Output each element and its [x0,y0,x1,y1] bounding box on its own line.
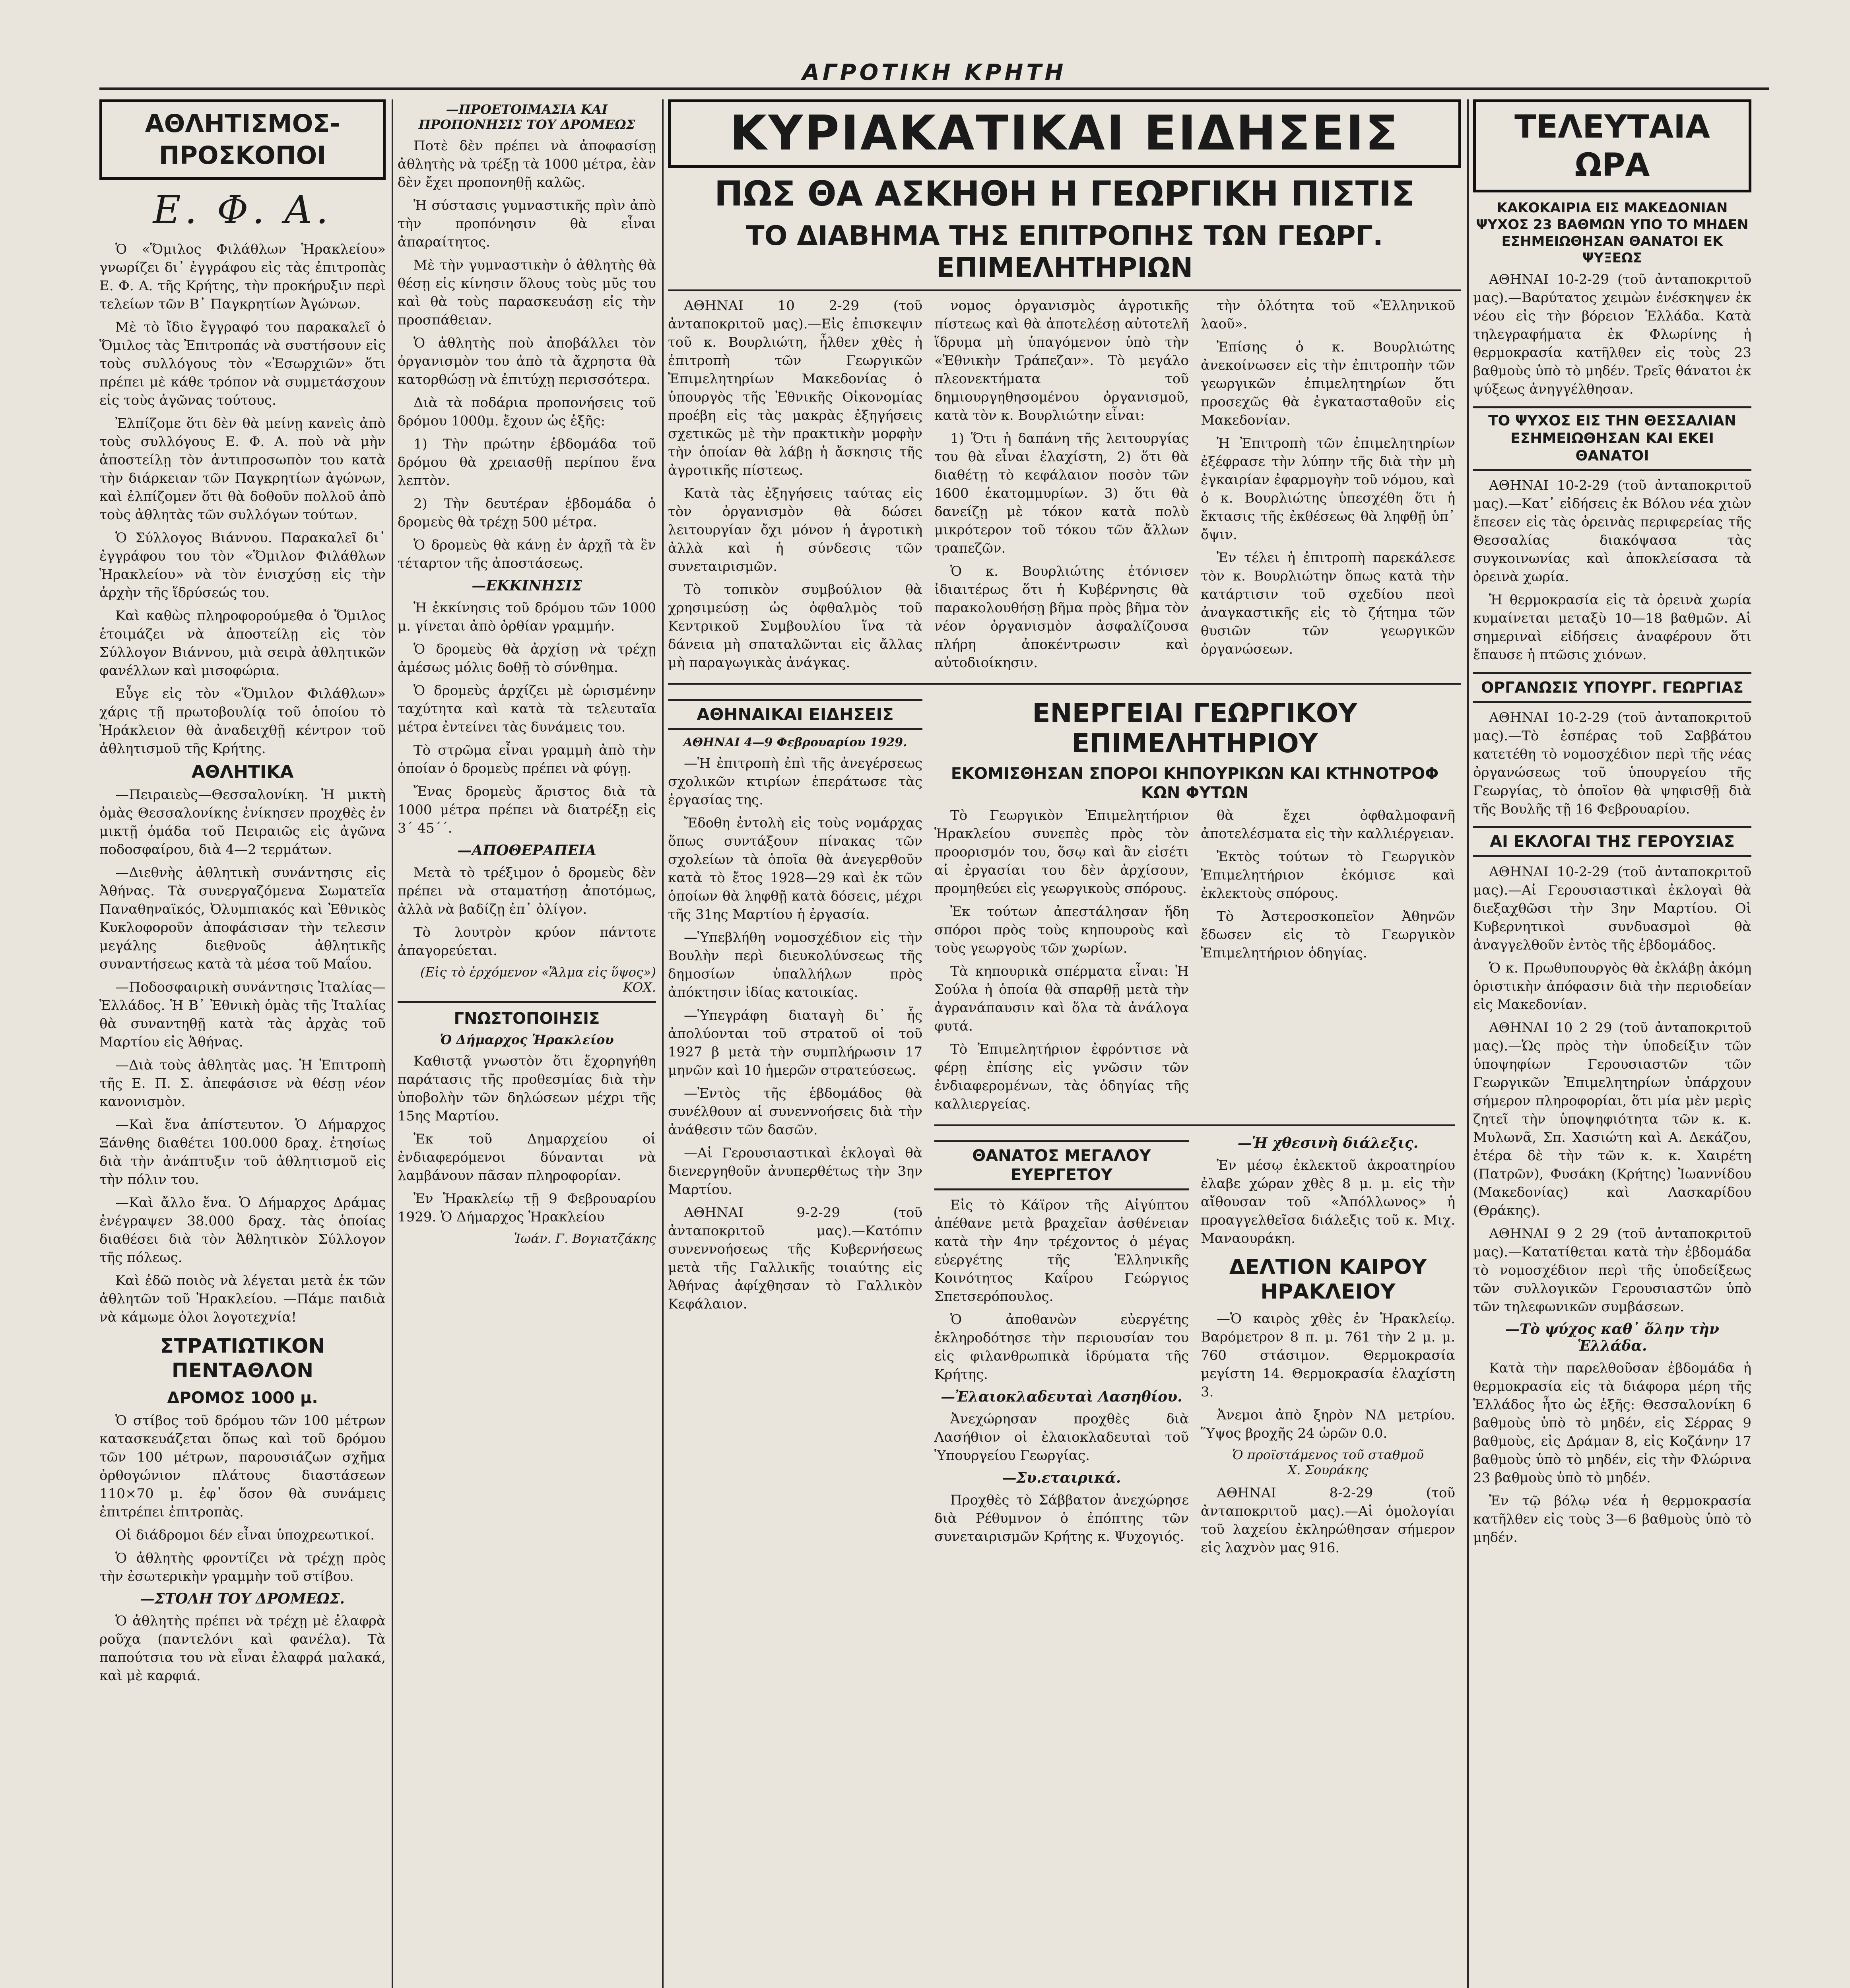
paragraph: —Καὶ ἕνα ἀπίστευτον. Ὁ Δήμαρχος Ξάνθης διαθέτει 100.000 δραχ. ἐτησίως διὰ τὴν ἀνάπτυξιν τοῦ ἀθλητισμοῦ εἰς τὴν πόλιν του. [99,1117,386,1188]
paragraph: Ὁ ἀθλητὴς πρέπει νὰ τρέχῃ μὲ ἐλαφρὰ ροῦχα (παντελόνι καὶ φανέλα). Τὰ παπούτσια του νὰ εἶναι ἐλαφρά μαλακά, καὶ μὲ καρφιά. [99,1613,386,1684]
paragraph: Καθιστᾷ γνωστὸν ὅτι ἔχορηγήθη παράτασις τῆς προθεσμίας διὰ τὴν ὑποβολὴν τῶν δηλώσεων μέχρι τῆς 15ης Μαρτίου. [398,1053,656,1124]
paragraph: Ἐν τέλει ἡ ἐπιτροπὴ παρεκάλεσε τὸν κ. Βουρλιώτην ὅπως κατὰ τὴν κατάρτισιν τοῦ σχεδίου πεοὶ ἀναγκαστικῆς εἰς τὸ ζήτημα τῶν θυσιῶν τῶν γεωργικῶν ὀργανώσεων. [1201,550,1455,657]
paragraph: —Ὑπεγράφη διαταγὴ δι᾽ ἧς ἀπολύονται τοῦ στρατοῦ οἱ τοῦ 1927 β μετὰ τὴν συμπλήρωσιν 17 μηνῶν καὶ 10 ἡμερῶν στρατεύσεως. [668,1008,922,1078]
headline-senate-elections: ΑΙ ΕΚΛΟΓΑΙ ΤΗΣ ΓΕΡΟΥΣΙΑΣ [1473,826,1751,857]
dateline: ΑΘΗΝΑΙ 4—9 Φεβρουαρίου 1929. [683,736,907,749]
paragraph: τὴν ὁλότητα τοῦ «Ἑλληνικοῦ λαοῦ». [1201,298,1455,332]
column-sports [99,99,386,1988]
paragraph: Καὶ καθὼς πληροφορούμεθα ὁ Ὅμιλος ἑτοιμάζει νὰ ἀποστείλῃ εἰς τὸν Σύλλογον Βιάννου, μιὰ σειρὰ ἀθλητικῶν φανέλλων καὶ μισοφώρια. [99,608,386,679]
paragraph: Ὁ κ. Πρωθυπουργὸς θὰ ἐκλάβῃ ἀκόμη ὁριστικὴν ἀπόφασιν διὰ τὴν περιοδείαν εἰς Μακεδονίαν. [1473,960,1751,1013]
article-title-efa: Ε. Φ. Α. [153,188,332,232]
paragraph: Ὁ «Ὅμιλος Φιλάθλων Ἡρακλείου» γνωρίζει δι᾽ ἐγγράφου εἰς τὰς ἐπιτροπὰς Ε. Φ. Α. τῆς Κρήτης, τὴν προκήρυξιν περὶ τελείων τῶν Β᾽ Παγκρητίων Ἀγώνων. [99,241,386,312]
text-column [934,806,1189,1118]
article-credit-body [668,297,1461,677]
text-column [668,297,922,677]
subheading-cold: —Τὸ ψύχος καθ᾽ ὅλην τὴν Ἑλλάδα. [1505,1321,1719,1354]
heading-obituary: ΘΑΝΑΤΟΣ ΜΕΓΑΛΟΥ ΕΥΕΡΓΕΤΟΥ [934,1140,1189,1190]
masthead: ΑΓΡΟΤΙΚΗ ΚΡΗΤΗ [99,60,1769,90]
paragraph: Προχθὲς τὸ Σάββατον ἀνεχώρησε διὰ Ρέθυμνον ὁ ἐπόπτης τῶν συνεταιρισμῶν Κρήτης κ. Ψυχογιός. [934,1492,1189,1545]
paragraph: Ἐν μέσῳ ἐκλεκτοῦ ἀκροατηρίου ἐλαβε χώραν χθὲς 8 μ. μ. εἰς τὴν αἴθουσαν τοῦ «Ἀπόλλωνος» ἡ προαγγελθεῖσα διάλεξις τοῦ κ. Μιχ. Μαναουράκη. [1201,1157,1455,1246]
heading-gnostopoiisis: ΓΝΩΣΤΟΠΟΙΗΣΙΣ [454,1010,600,1028]
paragraph: Ἐλπίζομε ὅτι δὲν θὰ μείνῃ κανεὶς ἀπὸ τοὺς συλλόγους Ε. Φ. Α. ποὺ νὰ μὴν ἀποστείλῃ τὸν ἀντιπροσωπὸν του κατὰ τὴν διάρκειαν τῶν Παγκρητίων ἀγώνων, καὶ ἐλπίζομεν ὅτι θὰ δοθοῦν πολλοῦ ἀπὸ τοὺς ἀθλητὰς τῶν συλλόγων τούτων. [99,415,386,523]
section-banner-last-hour: ΤΕΛΕΥΤΑΙΑ ΩΡΑ [1473,99,1751,192]
text-column [1201,297,1455,677]
paragraph: Καὶ ἐδῶ ποιὸς νὰ λέγεται μετὰ ἐκ τῶν ἀθλητῶν τοῦ Ἡρακλείου. —Πάμε παιδιὰ νὰ κάμωμε ὁλοι λογοτεχνία! [99,1273,386,1325]
paragraph: Εἰς τὸ Κάϊρον τῆς Αἰγύπτου ἀπέθανε μετὰ βραχεῖαν ἀσθένειαν κατὰ τὴν 4ην τρέχοντος ὁ μέγας εὐεργέτης τῆς Ἑλληνικῆς Κοινότητος Καΐρου Γεώργιος Σπετσερόπουλος. [934,1197,1189,1305]
paragraph: θὰ ἔχει ὀφθαλμοφανῆ ἀποτελέσματα εἰς τὴν καλλιέργειαν. [1201,808,1455,842]
paragraph: Ἐν τῷ βόλῳ νέα ἡ θερμοκρασία κατῆλθεν εἰς τοὺς 3—6 βαθμοὺς ὑπὸ τὸ μηδέν. [1473,1493,1751,1545]
signature-kox: (Εἰς τὸ ἐρχόμενον «Ἅλμα εἰς ὕψος») ΚΟΧ. [420,965,656,995]
paragraph: Ἐκτὸς τούτων τὸ Γεωργικὸν Ἐπιμελητήριον ἐκόμισε καὶ ἐκλεκτοὺς σπόρους. [1201,849,1455,901]
headline-ministry: ΟΡΓΑΝΩΣΙΣ ΥΠΟΥΡΓ. ΓΕΩΡΓΙΑΣ [1473,672,1751,703]
text-column [1201,806,1455,1118]
headline-thessaly: ΤΟ ΨΥΧΟΣ ΕΙΣ ΤΗΝ ΘΕΣΣΑΛΙΑΝ ΕΣΗΜΕΙΩΘΗΣΑΝ ΚΑΙ ΕΚΕΙ ΘΑΝΑΤΟΙ [1473,406,1751,471]
paragraph: νομος ὀργανισμὸς ἀγροτικῆς πίστεως καὶ θὰ ἀποτελέσῃ αὐτοτελῆ ἵδρυμα μὴ ὑπαγόμενον ὑπὸ τὴν «Ἐθνικὴν Τράπεζαν». Τὸ μεγάλο πλεονεκτήματα τοῦ δημιουργηθησομένου ὀργανισμοῦ, κατὰ τὸν κ. Βουρλιώτην εἶναι: [934,298,1189,423]
paragraph: ΑΘΗΝΑΙ 10 2-29 (τοῦ ἀνταποκριτοῦ μας).—Εἰς ἐπισκεψιν τοῦ κ. Βουρλιώτη, ἦλθεν χθὲς ἡ ἐπιτροπὴ τῶν Γεωργικῶν Ἐπιμελητηρίων Μακεδονίας ὁ ὑπουργὸς τῆς Ἐθνικῆς Οἰκονομίας προέβη εἰς τὰς μακρὰς ἐξηγήσεις σχετικῶς μὲ τὴν πρακτικὴν μορφὴν τὴν ὁποίαν θὰ λάβῃ ἡ ἄσκησις τῆς ἀγροτικῆς πίστεως. [668,298,922,478]
paragraph: —Καὶ ἄλλο ἕνα. Ὁ Δήμαρχος Δράμας ἐνέγραψεν 38.000 δραχ. τὰς ὁποίας διαθέσει διὰ τὸν Ἀθλητικὸν Σύλλογον τῆς πόλεως. [99,1195,386,1266]
chamber-body [934,806,1455,1118]
headline-credit: ΠΩΣ ΘΑ ΑΣΚΗΘΗ Η ΓΕΩΡΓΙΚΗ ΠΙΣΤΙΣ [714,174,1415,214]
paragraph: Μὲ τὸ ἴδιο ἔγγραφό του παρακαλεῖ ὁ Ὅμιλος τὰς Ἐπιτροπάς νὰ συστήσουν εἰς τοὺς συλλόγους τὸν «Ἐσωρχιῶν» ὅτι πρέπει μὲ κάθε τρόπον νὰ συμμετάσχουν εἰς τοὺς ἀγῶνας τούτους. [99,319,386,408]
paragraph: Τὰ κηπουρικὰ σπέρματα εἶναι: Ἡ Σούλα ἡ ὁποία θὰ σπαρθῇ μετὰ τὴν ἀγρανάπαυσιν καὶ ὅλα τὰ ἀνάλογα φυτά. [934,963,1189,1034]
subheading: —Ἡ χθεσινὴ διάλεξις. [1237,1135,1419,1151]
text-column [934,297,1189,677]
paragraph: Ὁ ἀθλητὴς φροντίζει νὰ τρέχῃ πρὸς τὴν ἐσωτερικὴν γραμμὴν τοῦ στίβου. [99,1550,386,1584]
paragraph: Διὰ τὰ ποδάρια προπονήσεις τοῦ δρόμου 1000μ. ἔχουν ὡς ἑξῆς: [398,395,656,429]
paragraph: —Διὰ τοὺς ἀθλητὰς μας. Ἡ Ἐπιτροπὴ τῆς Ε. Π. Σ. ἀπεφάσισε νὰ θέσῃ νέον κανονισμὸν. [99,1057,386,1110]
paragraph: Τὸ λουτρὸν κρύον πάντοτε ἀπαγορεύεται. [398,924,656,959]
subheading-ekkinisis: —ΕΚΚΙΝΗΣΙΣ [472,577,582,594]
paragraph: ΑΘΗΝΑΙ 10-2-29 (τοῦ ἀνταποκριτοῦ μας).—Κατ᾽ εἰδήσεις ἐκ Βόλου νέα χιὼν ἔπεσεν εἰς τὰς ὀρεινὰς περιφερείας τῆς Θεσσαλίας διακόψασα τὰς συγκοινωνίας καὶ ἀποκλείσασα τὰ ὀρεινὰ χωρία. [1473,478,1751,585]
heading-athletika: ΑΘΛΗΤΙΚΑ [191,762,294,782]
paragraph: Ἡ ἐκκίνησις τοῦ δρόμου τῶν 1000 μ. γίνεται ἀπὸ ὀρθίαν γραμμήν. [398,600,656,634]
paragraph: —Ἐντὸς τῆς ἑβδομάδος θὰ συνέλθουν αἱ συνεννοήσεις διὰ τὴν ἀνάθεσιν τῶν δασῶν. [668,1085,922,1138]
heading-chamber-activities: ΕΝΕΡΓΕΙΑΙ ΓΕΩΡΓΙΚΟΥ ΕΠΙΜΕΛΗΤΗΡΙΟΥ [1032,698,1357,759]
column-divider [662,99,664,1988]
paragraph: Κατὰ τὴν παρελθοῦσαν ἑβδομάδα ἡ θερμοκρασία εἰς τὰ διάφορα μέρη τῆς Ἑλλάδος ἦτο ὡς ἑξῆς: Θεσσαλονίκη 6 βαθμοὺς ὑπὸ τὸ μηδέν, εἰς Σέρρας 9 βαθμοὺς, εἰς Δράμαν 8, εἰς Κοζάνην 17 βαθμοὺς ὑπὸ τὸ μηδέν, εἰς τὴν Φλώρινα 23 βαθμοὺς ὑπὸ τὸ μηδέν. [1473,1360,1751,1486]
obit-weather [934,1132,1455,1562]
paragraph: ΑΘΗΝΑΙ 8-2-29 (τοῦ ἀνταποκριτοῦ μας).—Αἱ ὁμολογίαι τοῦ λαχείου ἐκληρώθησαν σήμερον εἰς λαχνὸν μας 916. [1201,1485,1455,1556]
divider [934,1124,1455,1126]
paragraph: —Ὁ καιρὸς χθὲς ἐν Ἡρακλείῳ. Βαρόμετρον 8 π. μ. 761 τὴν 2 μ. μ. 760 στάσιμον. Θερμοκρασία μεγίστη 14. Θερμοκρασία ἐλαχίστη 3. [1201,1311,1455,1400]
column-divider [1467,99,1469,1988]
obituary [934,1132,1189,1562]
subheading-apothepeia: —ΑΠΟΘΕΡΑΠΕΙΑ [457,842,596,859]
paragraph: Ἡ σύστασις γυμναστικῆς πρὶν ἀπὸ τὴν προπόνησιν θὰ εἶναι ἀπαραίτητος. [398,198,656,250]
paragraph: Τὸ στρῶμα εἶναι γραμμὴ ἀπὸ τὴν ὁποίαν ὁ δρομεὺς πρέπει νὰ φύγῃ. [398,742,656,777]
heading-pentathlon: ΣΤΡΑΤΙΩΤΙΚΟΝ ΠΕΝΤΑΘΛΟΝ [160,1334,325,1382]
chamber-activities [934,691,1455,1562]
divider [668,683,1461,685]
paragraph: Τὸ Ἐπιμελητήριον ἐφρόντισε νὰ φέρῃ ἐπίσης εἰς γνῶσιν τῶν ἐνδιαφερομένων, τὰς ὁδηγίας τῆς καλλιεργείας. [934,1041,1189,1112]
section-banner-sunday-news: ΚΥΡΙΑΚΑΤΙΚΑΙ ΕΙΔΗΣΕΙΣ [668,99,1461,168]
signature-station: Ὁ προϊστάμενος τοῦ σταθμοῦ Χ. Σουράκης [1232,1447,1424,1477]
paragraph: Ὁ Σύλλογος Βιάννου. Παρακαλεῖ δι᾽ ἐγγράφου του τὸν «Ὅμιλον Φιλάθλων Ἡρακλείου» νὰ τὸν ἐνισχύσῃ εἰς τὴν ἀρχὴν τῆς ἵδρύσεώς του. [99,530,386,601]
paragraph: Τὸ Γεωργικὸν Ἐπιμελητήριον Ἡρακλείου συνεπὲς πρὸς τὸν προορισμόν του, ὅσῳ καὶ ἂν εἰσέτι αἱ ἐργασίαι του δὲν ἀρχίσουν, προμηθεύει εἰς γεωργικοὺς σπόρους. [934,808,1189,897]
paragraph: Κατὰ τὰς ἐξηγήσεις ταύτας εἰς τὸν ὀργανισμὸν θὰ δώσει λειτουργίαν ὄχι μόνον ἡ ἀγροτικὴ ἀλλὰ καὶ ἡ σύνδεσις τῶν συνεταιρισμῶν. [668,485,922,575]
paragraph: Ἡ θερμοκρασία εἰς τὰ ὀρεινὰ χωρία κυμαίνεται μεταξὺ 10—18 βαθμῶν. Αἱ σημεριναὶ εἰδήσεις ἀναφέρουν ὅτι ἔπαυσε ἡ πτῶσις χιόνων. [1473,592,1751,663]
subheading-dimarchos: Ὁ Δήμαρχος Ἡρακλείου [440,1032,614,1047]
heading-athens-news: ΑΘΗΝΑΙΚΑΙ ΕΙΔΗΣΕΙΣ [668,699,922,730]
paragraph: ΑΘΗΝΑΙ 9-2-29 (τοῦ ἀνταποκριτοῦ μας).—Κατόπιν συνεννοήσεως τῆς Κυβερνήσεως μετὰ τῆς Γαλλικῆς τοιαύτης εἰς Ἀθήνας ἀφίχθησαν τὸ Γαλλικὸν Κεφάλαιον. [668,1205,922,1312]
paragraph: Ἐπίσης ὁ κ. Βουρλιώτης ἀνεκοίνωσεν εἰς τὴν ἐπιτροπὴν τῶν γεωργικῶν ἐπιμελητηρίων ὅτι προσεχῶς θὰ ἐγκατασταθοῦν εἰς Μακεδονίαν. [1201,339,1455,428]
heading-weather: ΔΕΛΤΙΟΝ ΚΑΙΡΟΥ ΗΡΑΚΛΕΙΟΥ [1229,1255,1427,1304]
paragraph: Ἐκ τοῦ Δημαρχείου οἱ ἐνδιαφερόμενοι δύνανται νὰ λαμβάνουν πᾶσαν πληροφορίαν. [398,1131,656,1184]
paragraph: Ὁ ἀποθανὼν εὐεργέτης ἐκληροδότησε τὴν περιουσίαν του εἰς φιλανθρωπικὰ ἱδρύματα τῆς Κρήτης. [934,1312,1189,1382]
paragraph: Ἡ Ἐπιτροπὴ τῶν ἐπιμελητηρίων ἐξέφρασε τὴν λύπην τῆς διὰ τὴν μὴ ἐγκαιρίαν ἐφαρμογὴν τοῦ νόμου, καὶ ὁ κ. Βουρλιώτης ὑπεσχέθη ὅτι ἡ ἔκτασις τῆς ἐκθέσεως θὰ ληφθῇ ὑπ᾽ ὄψιν. [1201,435,1455,543]
paragraph: Ὁ δρομεὺς ἀρχίζει μὲ ὡρισμένην ταχύτητα καὶ κατὰ τὰ τελευταῖα μέτρα ἐντείνει τὰς δυνάμεις του. [398,683,656,735]
section-banner-sports: ΑΘΛΗΤΙΣΜΟΣ-ΠΡΟΣΚΟΠΟΙ [99,99,386,180]
lecture-weather [1201,1132,1455,1562]
paragraph: —Πειραιεὺς—Θεσσαλονίκη. Ἡ μικτὴ ὁμὰς Θεσσαλονίκης ἐνίκησεν προχθὲς ἐν μικτῇ ὁμάδα τοῦ Πειραιῶς εἰς ἀγῶνα ποδοσφαίρου, διὰ 4—2 τερμάτων. [99,787,386,858]
headline-macedonia: ΚΑΚΟΚΑΙΡΙΑ ΕΙΣ ΜΑΚΕΔΟΝΙΑΝ ΨΥΧΟΣ 23 ΒΑΘΜΩΝ ΥΠΟ ΤΟ ΜΗΔΕΝ ΕΣΗΜΕΙΩΘΗΣΑΝ ΘΑΝΑΤΟΙ ΕΚ ΨΥΞΕΩΣ [1476,200,1749,266]
paragraph: Εὖγε εἰς τὸν «Ὅμιλον Φιλάθλων» χάρις τῇ πρωτοβουλίᾳ τοῦ ὁποίου τὸ Ἡράκλειον θὰ ἀναδειχθῇ κέντρον τοῦ ἀθλητισμοῦ τῆς Κρήτης. [99,686,386,757]
paragraph: Ὁ κ. Βουρλιώτης ἐτόνισεν ἰδιαιτέρως ὅτι ἡ Κυβέρνησις θὰ παρακολουθήσῃ βῆμα πρὸς βῆμα τὸν νέον ὀργανισμὸν ἀσφαλίζουσα πλήρη ἀποκέντρωσιν καὶ αὐτοδιοίκησιν. [934,563,1189,671]
athens-news [668,691,922,1562]
paragraph: Ἀνεχώρησαν προχθὲς διὰ Λασήθιον οἱ ἐλαιοκλαδευταὶ τοῦ Ὑπουργείου Γεωργίας. [934,1411,1189,1464]
paragraph: Ὁ ἀθλητὴς ποὺ ἀποβάλλει τὸν ὀργανισμὸν του ἀπὸ τὰ ἄχρηστα θὰ κατορθώσῃ νὰ ἐπιτύχῃ περισσότερα. [398,335,656,388]
lower-center [668,691,1461,1562]
subheading-dromos: ΔΡΟΜΟΣ 1000 μ. [167,1389,318,1407]
paragraph: ΑΘΗΝΑΙ 10-2-29 (τοῦ ἀνταποκριτοῦ μας).—Τὸ ἐσπέρας τοῦ Σαββάτου κατετέθη τὸ νομοσχέδιον περὶ τῆς νέας ὀργανώσεως τοῦ ὑπουργείου τῆς Γεωργίας, τὸ ὁποῖον θὰ ψηφισθῇ διὰ τῆς Βουλῆς τῇ 16 Φεβρουαρίου. [1473,710,1751,817]
paragraph: 2) Τὴν δευτέραν ἑβδομάδα ὁ δρομεὺς θὰ τρέχῃ 500 μέτρα. [398,496,656,530]
paragraph: Ἔδοθη ἐντολὴ εἰς τοὺς νομάρχας ὅπως συντάξουν πίνακας τῶν σχολείων τὰ ὁποῖα θὰ ἀνεγερθοῦν κατὰ τὸ ἔτος 1928—29 καὶ ἐκ τῶν ὁποίων θὰ ληφθῇ κατὰ δόσεις, μέχρι τῆς 31ης Μαρτίου ἡ ἐργασία. [668,815,922,922]
heading-proponisis: —ΠΡΟΕΤΟΙΜΑΣΙΑ ΚΑΙ ΠΡΟΠΟΝΗΣΙΣ ΤΟΥ ΔΡΟΜΕΩΣ [418,102,635,132]
headline-chambers: ΤΟ ΔΙΑΒΗΜΑ ΤΗΣ ΕΠΙΤΡΟΠΗΣ ΤΩΝ ΓΕΩΡΓ. ΕΠΙΜΕΛΗΤΗΡΙΩΝ [668,220,1461,291]
subheading-stoli: —ΣΤΟΛΗ ΤΟΥ ΔΡΟΜΕΩΣ. [140,1590,345,1607]
subheading: —Ἐλαιοκλαδευταὶ Λασηθίου. [941,1388,1182,1405]
paragraph: Ἐν Ἡρακλείῳ τῇ 9 Φεβρουαρίου 1929. Ὁ Δήμαρχος Ἡρακλείου [398,1191,656,1225]
paragraph: Μὲ τὴν γυμναστικὴν ὁ ἀθλητὴς θὰ θέσῃ εἰς κίνησιν ὅλους τοὺς μῦς του καὶ θὰ τοὺς παρασκευάσῃ εἰς τὴν προσπάθειαν. [398,257,656,328]
subheading-seeds: ΕΚΟΜΙΣΘΗΣΑΝ ΣΠΟΡΟΙ ΚΗΠΟΥΡΙΚΩΝ ΚΑΙ ΚΤΗΝΟΤΡΟΦ ΚΩΝ ΦΥΤΩΝ [951,765,1439,802]
paragraph: Τὸ τοπικὸν συμβούλιον θὰ χρησιμεύσῃ ὡς ὀφθαλμὸς τοῦ Κεντρικοῦ Συμβουλίου ἵνα τὰ δάνεια μὴ σπαταλῶνται εἰς ἄλλας μὴ παραγωγικὰς ἀνάγκας. [668,582,922,671]
paragraph: —Ἡ ἐπιτροπὴ ἐπὶ τῆς ἀνεγέρσεως σχολικῶν κτιρίων ἐπεράτωσε τὰς ἐργασίας της. [668,755,922,808]
paragraph: 1) Ὅτι ἡ δαπάνη τῆς λειτουργίας του θὰ εἶναι ἐλαχίστη, 2) ὅτι θὰ διαθέτῃ τὸ κεφάλαιον ποσὸν τῶν 1600 ἑκατομμυρίων. 3) ὅτι θὰ δανείζῃ μὲ τόκον κατὰ πολὺ μικρότερον τοῦ τόκου τῶν ἄλλων τραπεζῶν. [934,431,1189,556]
divider [398,1001,656,1003]
paragraph: Μετὰ τὸ τρέξιμον ὁ δρομεὺς δὲν πρέπει νὰ σταματήσῃ ἀποτόμως, ἀλλὰ νὰ βαδίζῃ ἐπ᾽ ὀλίγον. [398,865,656,917]
paragraph: —Αἱ Γερουσιαστικαὶ ἐκλογαὶ θὰ διενεργηθοῦν ἀνυπερθέτως τὴν 3ην Μαρτίου. [668,1145,922,1198]
paragraph: Ἐκ τούτων ἀπεστάλησαν ἤδη σπόροι πρὸς τοὺς κηπουροὺς καὶ τοὺς γεωργοὺς τῶν χωρίων. [934,904,1189,956]
paragraph: Ἔνας δρομεὺς ἄριστος διὰ τὰ 1000 μέτρα πρέπει νὰ διατρέξῃ εἰς 3΄ 45΄΄. [398,784,656,836]
paragraph: ΑΘΗΝΑΙ 10 2 29 (τοῦ ἀνταποκριτοῦ μας).—Ὡς πρὸς τὴν ὑποδείξιν τῶν ὑποψηφίων Γερουσιαστῶν τῶν Γεωργικῶν Ἐπιμελητηρίων ὑπάρχουν σήμερον πληροφορίαι, ὅτι μία μὲν μερὶς ζητεῖ τὴν ὑποψηφιότητα τῶν κ. κ. Μυλωνᾶ, Σπ. Χασιώτη καὶ Α. Δεκάζου, ἑτέρα δὲ τὴν τῶν κ. κ. Χαιρέτη (Πατρῶν), Φυσάκη (Κρήτης) Ἰωαννίδου (Μακεδονίας) καὶ Λασκαρίδου (Θράκης). [1473,1020,1751,1219]
paragraph: —Ποδοσφαιρικὴ συνάντησις Ἰταλίας—Ἑλλάδος. Ἡ Β᾽ Ἐθνικὴ ὁμὰς τῆς Ἰταλίας θὰ συναντηθῇ κατὰ τὰς ἀρχὰς τοῦ Μαρτίου εἰς Ἀθήνας. [99,979,386,1050]
column-training [398,99,656,1988]
paragraph: Ποτὲ δὲν πρέπει νὰ ἀποφασίσῃ ἀθλητὴς νὰ τρέξῃ τὰ 1000 μέτρα, ἐὰν δὲν ἔχει προπονηθῇ καλῶς. [398,138,656,190]
paragraph: —Διεθνὴς ἀθλητικὴ συνάντησις εἰς Ἀθήνας. Τὰ συνεργαζόμενα Σωματεῖα Παναθηναϊκός, Ὀλυμπιακός καὶ Ἐθνικὸς Κυκλοφοροῦν ἀποφάσισαν τὴν τελεσιν μεγάλης διεθνοῦς ἀθλητικῆς συναντήσεως κατὰ τὰ μέσα τοῦ Μαΐου. [99,865,386,972]
paragraph: ΑΘΗΝΑΙ 10-2-29 (τοῦ ἀνταποκριτοῦ μας).—Βαρύτατος χειμὼν ἐνέσκηψεν ἐκ νέου εἰς τὴν βόρειον Ἑλλάδα. Κατὰ τηλεγραφήματα ἐκ Φλωρίνης ἡ θερμοκρασία κατῆλθεν εἰς τοὺς 23 βαθμοὺς ὑπὸ τὸ μηδέν. Τρεῖς θάνατοι ἐκ ψύξεως ἀνηγγέλθησαν. [1473,272,1751,397]
paragraph: Ὁ δρομεὺς θὰ ἀρχίσῃ νὰ τρέχῃ ἀμέσως μόλις δοθῇ τὸ σύνθημα. [398,641,656,676]
paragraph: 1) Τὴν πρώτην ἑβδομάδα τοῦ δρόμου θὰ χρειασθῇ περίπου ἕνα λεπτὸν. [398,436,656,489]
paragraph: Οἱ διάδρομοι δέν εἶναι ὑποχρεωτικοί. [115,1527,375,1543]
paragraph: Ἀνεμοι ἀπὸ ξηρὸν ΝΔ μετρίου. Ὕψος βροχῆς 24 ὡρῶν 0.0. [1201,1407,1455,1441]
paragraph: Ὁ δρομεὺς θὰ κάνῃ ἐν ἀρχῇ τὰ ἓν τέταρτον τῆς ἀποστάσεως. [398,537,656,571]
subheading: —Συ.εταιρικά. [1002,1470,1121,1486]
paragraph: —Ὑπεβλήθη νομοσχέδιον εἰς τὴν Βουλὴν περὶ διευκολύνσεως τῆς δημοσίων ὑπαλλήλων πρὸς ἀπόκτησιν ἰδίας κατοικίας. [668,930,922,1000]
column-last-hour [1473,99,1751,1988]
signature-mayor: Ἰωάν. Γ. Βογιατζάκης [514,1231,656,1246]
column-sunday-news [668,99,1461,1988]
paragraph: Τὸ Ἀστεροσκοπεῖον Ἀθηνῶν ἔδωσεν εἰς τὸ Γεωργικὸν Ἐπιμελητήριον ὁδηγίας. [1201,909,1455,961]
paragraph: Ὁ στίβος τοῦ δρόμου τῶν 100 μέτρων κατασκευάζεται ὅπως καὶ τοῦ δρόμου τῶν 100 μέτρων, παρουσιάζων σχῆμα ὀρθογώνιον πλάτους διαστάσεων 110×70 μ. ἐφ᾽ ὅσον θὰ συνάμεις ἐπιτρέπει ἐπιτροπὰς. [99,1413,386,1520]
column-divider [392,99,393,1988]
paragraph: ΑΘΗΝΑΙ 9 2 29 (τοῦ ἀνταποκριτοῦ μας).—Κατατίθεται κατὰ τὴν ἐβδομάδα τὸ νομοσχέδιον περὶ τῆς ὑποδείξεως τῶν συλλογικῶν Γερουσιαστῶν ὑπὸ τῶν τηλεφωνικῶν συμβάσεων. [1473,1226,1751,1315]
paragraph: ΑΘΗΝΑΙ 10-2-29 (τοῦ ἀνταποκριτοῦ μας).—Αἱ Γερουσιαστικαὶ ἐκλογαὶ θὰ διεξαχθῶσι τὴν 3ην Μαρτίου. Οἱ Κυβερνητικοὶ συνδυασμοὶ θὰ ἀναγγελθοῦν ἐντὸς τῆς ἐβδομάδος. [1473,864,1751,953]
